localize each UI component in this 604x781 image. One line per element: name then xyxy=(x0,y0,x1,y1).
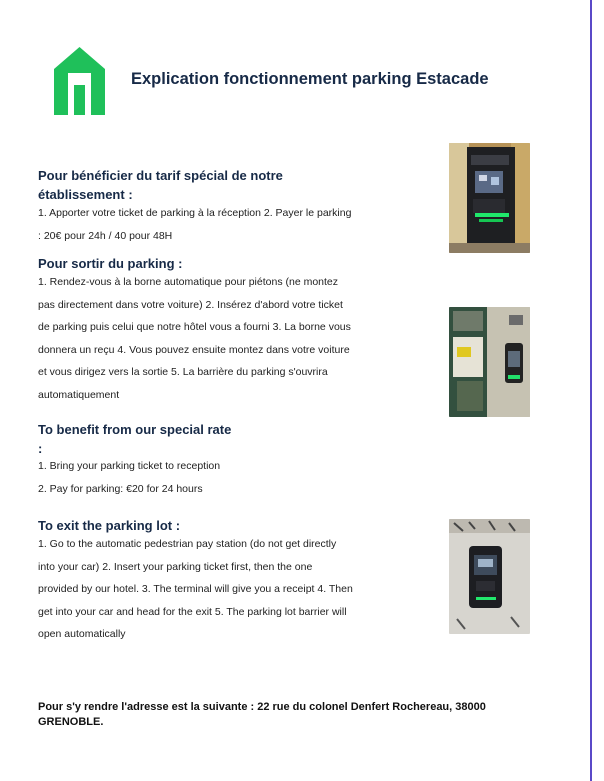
text-line: 1. Bring your parking ticket to reception xyxy=(38,460,221,472)
section-text-special-rate xyxy=(38,455,398,500)
text-line: de parking puis celui que notre hôtel vous a fourni 3. La borne vous xyxy=(38,321,351,333)
parking-terminal-door-photo xyxy=(449,307,530,417)
text-line: donnera un reçu 4. Vous pouvez ensuite montez dans votre voiture xyxy=(38,343,350,356)
heading-line: : xyxy=(38,441,43,456)
address-line: Pour s'y rendre l'adresse est la suivante : 22 rue du colonel Denfert Rochereau, 38000 xyxy=(38,701,486,713)
parking-pay-machine-photo xyxy=(449,143,530,253)
section-text-sortir xyxy=(38,271,398,406)
section-text-tarif xyxy=(38,202,398,247)
text-line: : 20€ pour 24h / 40 pour 48H xyxy=(38,229,173,242)
text-line: 1. Apporter votre ticket de parking à la réception 2. Payer le parking xyxy=(38,207,352,219)
page-right-border xyxy=(590,0,592,781)
address-line: GRENOBLE. xyxy=(38,716,104,728)
page-title: Explication fonctionnement parking Estacade xyxy=(131,70,489,88)
text-line: pas directement dans votre voiture) 2. Insérez d'abord votre ticket xyxy=(38,298,343,311)
text-line: 2. Pay for parking: €20 for 24 hours xyxy=(38,482,203,495)
text-line: open automatically xyxy=(38,628,126,640)
section-heading-exit: To exit the parking lot : xyxy=(38,518,181,533)
text-line: provided by our hotel. 3. The terminal will give you a receipt 4. Then xyxy=(38,583,353,595)
text-line: into your car) 2. Insert your parking ticket first, then the one xyxy=(38,560,313,573)
hotel-logo-icon xyxy=(52,45,107,117)
text-line: automatiquement xyxy=(38,388,120,401)
text-line: et vous dirigez vers la sortie 5. La barrière du parking s'ouvrira xyxy=(38,366,328,378)
text-line: get into your car and head for the exit 5. The parking lot barrier will xyxy=(38,605,347,618)
text-line: 1. Rendez-vous à la borne automatique pour piétons (ne montez xyxy=(38,276,339,288)
section-heading-sortir: Pour sortir du parking : xyxy=(38,256,183,271)
heading-line: To benefit from our special rate xyxy=(38,422,232,437)
address-text xyxy=(38,700,558,730)
text-line: 1. Go to the automatic pedestrian pay station (do not get directly xyxy=(38,538,337,550)
section-heading-special-rate xyxy=(38,420,231,458)
section-heading-tarif: Pour bénéficier du tarif spécial de notre établissement : xyxy=(38,168,283,202)
parking-terminal-wall-photo xyxy=(449,519,530,634)
section-text-exit xyxy=(38,533,398,646)
